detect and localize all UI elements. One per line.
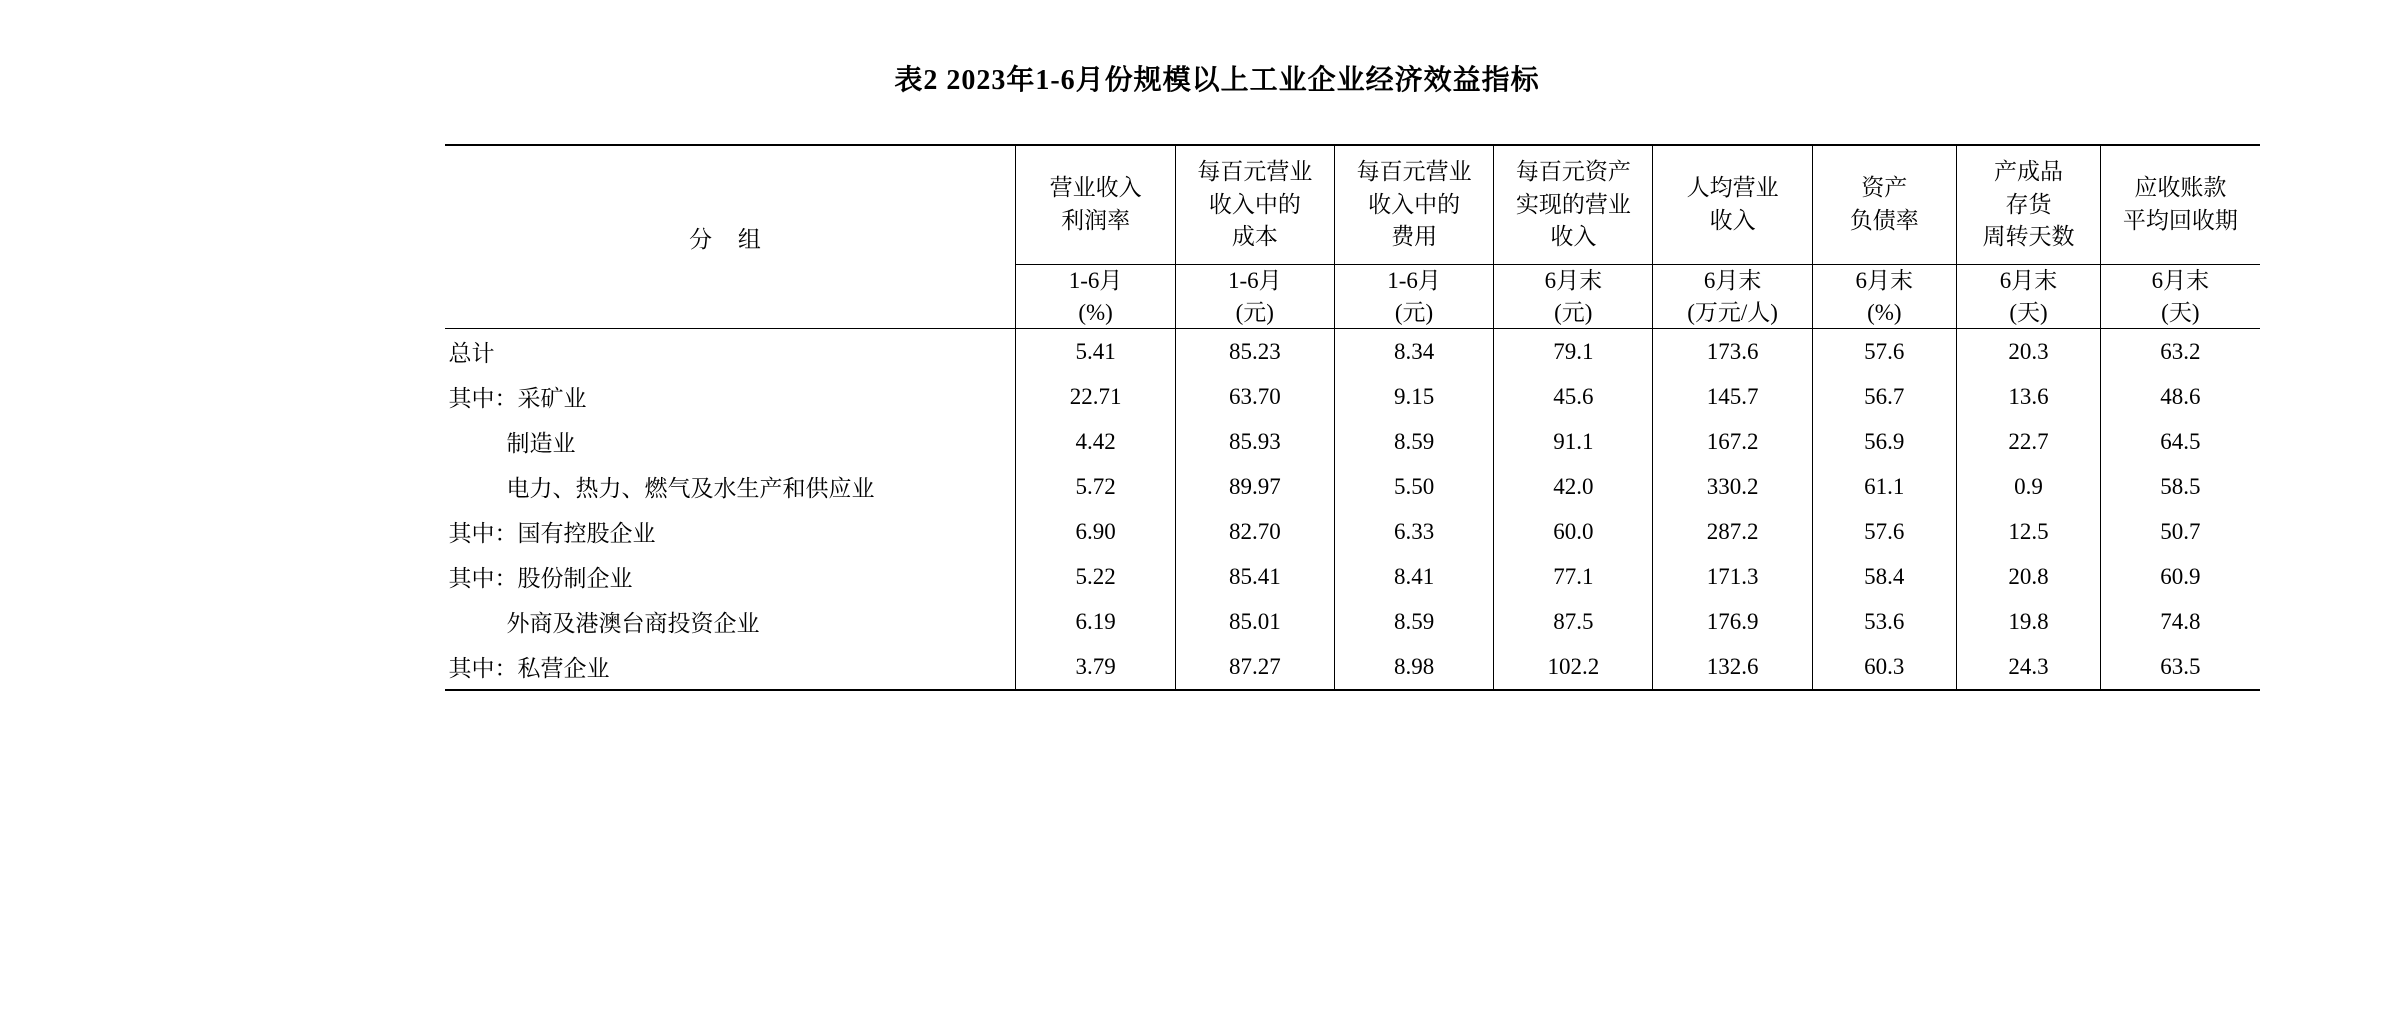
- unit-line: (元): [1554, 299, 1593, 325]
- header-line: 实现的营业: [1515, 191, 1631, 217]
- row-label-text: 外商及港澳台商投资企业: [506, 611, 760, 637]
- cell-value: 20.8: [1956, 554, 2100, 599]
- cell-value: 3.79: [1016, 644, 1175, 690]
- table-row: [445, 419, 2260, 464]
- column-header-inventory-turnover-days: [1956, 145, 2100, 265]
- header-line: 利润率: [1061, 208, 1131, 233]
- cell-value: 9.15: [1334, 374, 1493, 419]
- header-line: 产成品: [1994, 159, 2064, 185]
- unit-line: 6月末: [1703, 268, 1762, 293]
- header-line: 每百元营业: [1356, 159, 1472, 185]
- cell-value: 87.5: [1494, 599, 1653, 644]
- header-line: 人均营业: [1686, 175, 1779, 201]
- table-row: [445, 599, 2260, 644]
- column-header-profit-margin: [1016, 145, 1175, 265]
- table-row: [445, 644, 2260, 690]
- economic-indicators-table: [445, 144, 2260, 691]
- table-row: [445, 509, 2260, 554]
- unit-line: (万元/人): [1687, 299, 1778, 325]
- row-label: [445, 599, 1016, 644]
- column-header-revenue-per-capita: [1653, 145, 1812, 265]
- column-unit-asset-liability-ratio: [1812, 265, 1956, 329]
- cell-value: 6.33: [1334, 509, 1493, 554]
- unit-line: (天): [2009, 299, 2048, 325]
- unit-line: (天): [2161, 299, 2200, 325]
- unit-line: 6月末: [1544, 268, 1603, 293]
- unit-line: 6月末: [1999, 268, 2058, 293]
- header-line: 收入中的: [1208, 191, 1301, 217]
- cell-value: 57.6: [1812, 509, 1956, 554]
- header-line: 成本: [1231, 224, 1278, 250]
- row-label-text: 其中：国有控股企业: [448, 521, 656, 547]
- header-line: 周转天数: [1982, 224, 2075, 250]
- cell-value: 8.59: [1334, 419, 1493, 464]
- header-line: 每百元资产: [1515, 159, 1631, 185]
- cell-value: 87.27: [1175, 644, 1334, 690]
- page-title: 表2 2023年1-6月份规模以上工业企业经济效益指标: [894, 65, 1540, 96]
- cell-value: 57.6: [1812, 329, 1956, 375]
- cell-value: 64.5: [2101, 419, 2260, 464]
- column-header-group: 分 组: [445, 145, 1016, 329]
- cell-value: 13.6: [1956, 374, 2100, 419]
- cell-value: 63.70: [1175, 374, 1334, 419]
- header-line: 应收账款: [2134, 175, 2227, 201]
- unit-line: 1-6月: [1387, 268, 1441, 293]
- cell-value: 45.6: [1494, 374, 1653, 419]
- cell-value: 8.41: [1334, 554, 1493, 599]
- cell-value: 53.6: [1812, 599, 1956, 644]
- cell-value: 61.1: [1812, 464, 1956, 509]
- cell-value: 58.4: [1812, 554, 1956, 599]
- cell-value: 85.23: [1175, 329, 1334, 375]
- cell-value: 63.5: [2101, 644, 2260, 690]
- row-label: [445, 419, 1016, 464]
- header-line: 收入: [1709, 208, 1756, 233]
- unit-line: 6月末: [1855, 268, 1914, 293]
- row-label-text: 其中：私营企业: [448, 656, 610, 682]
- cell-value: 85.93: [1175, 419, 1334, 464]
- unit-line: (%): [1078, 299, 1113, 325]
- column-header-receivables-collection-period: [2101, 145, 2260, 265]
- row-label: [445, 644, 1016, 690]
- table-row: [445, 374, 2260, 419]
- unit-line: (%): [1867, 299, 1902, 325]
- header-line: 收入: [1550, 224, 1597, 250]
- column-unit-revenue-per-hundred-assets: [1494, 265, 1653, 329]
- cell-value: 91.1: [1494, 419, 1653, 464]
- column-unit-expense-per-hundred: [1334, 265, 1493, 329]
- table-row: [445, 554, 2260, 599]
- row-label-text: 电力、热力、燃气及水生产和供应业: [506, 476, 875, 502]
- column-header-asset-liability-ratio: [1812, 145, 1956, 265]
- row-label-text: 其中：采矿业: [448, 386, 587, 412]
- cell-value: 56.9: [1812, 419, 1956, 464]
- column-unit-inventory-turnover-days: [1956, 265, 2100, 329]
- unit-line: 6月末: [2151, 268, 2210, 293]
- cell-value: 5.22: [1016, 554, 1175, 599]
- unit-line: (元): [1394, 299, 1434, 325]
- unit-line: (元): [1235, 299, 1274, 325]
- row-label: [445, 329, 1016, 375]
- cell-value: 85.01: [1175, 599, 1334, 644]
- cell-value: 56.7: [1812, 374, 1956, 419]
- column-unit-cost-per-hundred: [1175, 265, 1334, 329]
- cell-value: 173.6: [1653, 329, 1812, 375]
- table-container: [145, 144, 2260, 691]
- cell-value: 5.41: [1016, 329, 1175, 375]
- unit-line: 1-6月: [1068, 268, 1123, 293]
- header-line: 费用: [1391, 224, 1438, 250]
- row-label: [445, 374, 1016, 419]
- column-header-revenue-per-hundred-assets: [1494, 145, 1653, 265]
- header-line: 收入中的: [1368, 191, 1461, 217]
- column-header-cost-per-hundred: [1175, 145, 1334, 265]
- cell-value: 48.6: [2101, 374, 2260, 419]
- header-line: 存货: [2005, 191, 2052, 217]
- row-label: [445, 464, 1016, 509]
- row-label-text: 制造业: [506, 431, 576, 457]
- cell-value: 74.8: [2101, 599, 2260, 644]
- cell-value: 79.1: [1494, 329, 1653, 375]
- cell-value: 63.2: [2101, 329, 2260, 375]
- cell-value: 167.2: [1653, 419, 1812, 464]
- column-unit-revenue-per-capita: [1653, 265, 1812, 329]
- cell-value: 82.70: [1175, 509, 1334, 554]
- cell-value: 6.90: [1016, 509, 1175, 554]
- cell-value: 6.19: [1016, 599, 1175, 644]
- cell-value: 8.98: [1334, 644, 1493, 690]
- cell-value: 5.72: [1016, 464, 1175, 509]
- cell-value: 22.7: [1956, 419, 2100, 464]
- cell-value: 89.97: [1175, 464, 1334, 509]
- table-row: [445, 464, 2260, 509]
- header-line: 负债率: [1849, 208, 1919, 233]
- cell-value: 0.9: [1956, 464, 2100, 509]
- column-unit-profit-margin: [1016, 265, 1175, 329]
- cell-value: 85.41: [1175, 554, 1334, 599]
- cell-value: 132.6: [1653, 644, 1812, 690]
- row-label-text: 其中：股份制企业: [448, 566, 633, 592]
- cell-value: 77.1: [1494, 554, 1653, 599]
- cell-value: 19.8: [1956, 599, 2100, 644]
- header-line: 资产: [1861, 175, 1908, 201]
- cell-value: 176.9: [1653, 599, 1812, 644]
- header-line: 平均回收期: [2122, 208, 2238, 233]
- cell-value: 8.34: [1334, 329, 1493, 375]
- cell-value: 4.42: [1016, 419, 1175, 464]
- cell-value: 20.3: [1956, 329, 2100, 375]
- cell-value: 60.9: [2101, 554, 2260, 599]
- cell-value: 8.59: [1334, 599, 1493, 644]
- table-row: [445, 329, 2260, 375]
- row-label-text: 总计: [448, 341, 495, 367]
- cell-value: 145.7: [1653, 374, 1812, 419]
- cell-value: 42.0: [1494, 464, 1653, 509]
- header-row-labels: [445, 145, 2260, 265]
- column-unit-receivables-collection-period: [2101, 265, 2260, 329]
- cell-value: 58.5: [2101, 464, 2260, 509]
- cell-value: 330.2: [1653, 464, 1812, 509]
- header-line: 每百元营业: [1197, 159, 1313, 185]
- cell-value: 50.7: [2101, 509, 2260, 554]
- cell-value: 287.2: [1653, 509, 1812, 554]
- cell-value: 24.3: [1956, 644, 2100, 690]
- cell-value: 102.2: [1494, 644, 1653, 690]
- unit-line: 1-6月: [1227, 268, 1282, 293]
- cell-value: 171.3: [1653, 554, 1812, 599]
- table-body: [445, 329, 2260, 691]
- cell-value: 12.5: [1956, 509, 2100, 554]
- row-label: [445, 509, 1016, 554]
- table-header: [445, 145, 2260, 329]
- row-label: [445, 554, 1016, 599]
- cell-value: 60.3: [1812, 644, 1956, 690]
- cell-value: 60.0: [1494, 509, 1653, 554]
- column-header-expense-per-hundred: [1334, 145, 1493, 265]
- cell-value: 5.50: [1334, 464, 1493, 509]
- header-line: 营业收入: [1049, 175, 1142, 201]
- cell-value: 22.71: [1016, 374, 1175, 419]
